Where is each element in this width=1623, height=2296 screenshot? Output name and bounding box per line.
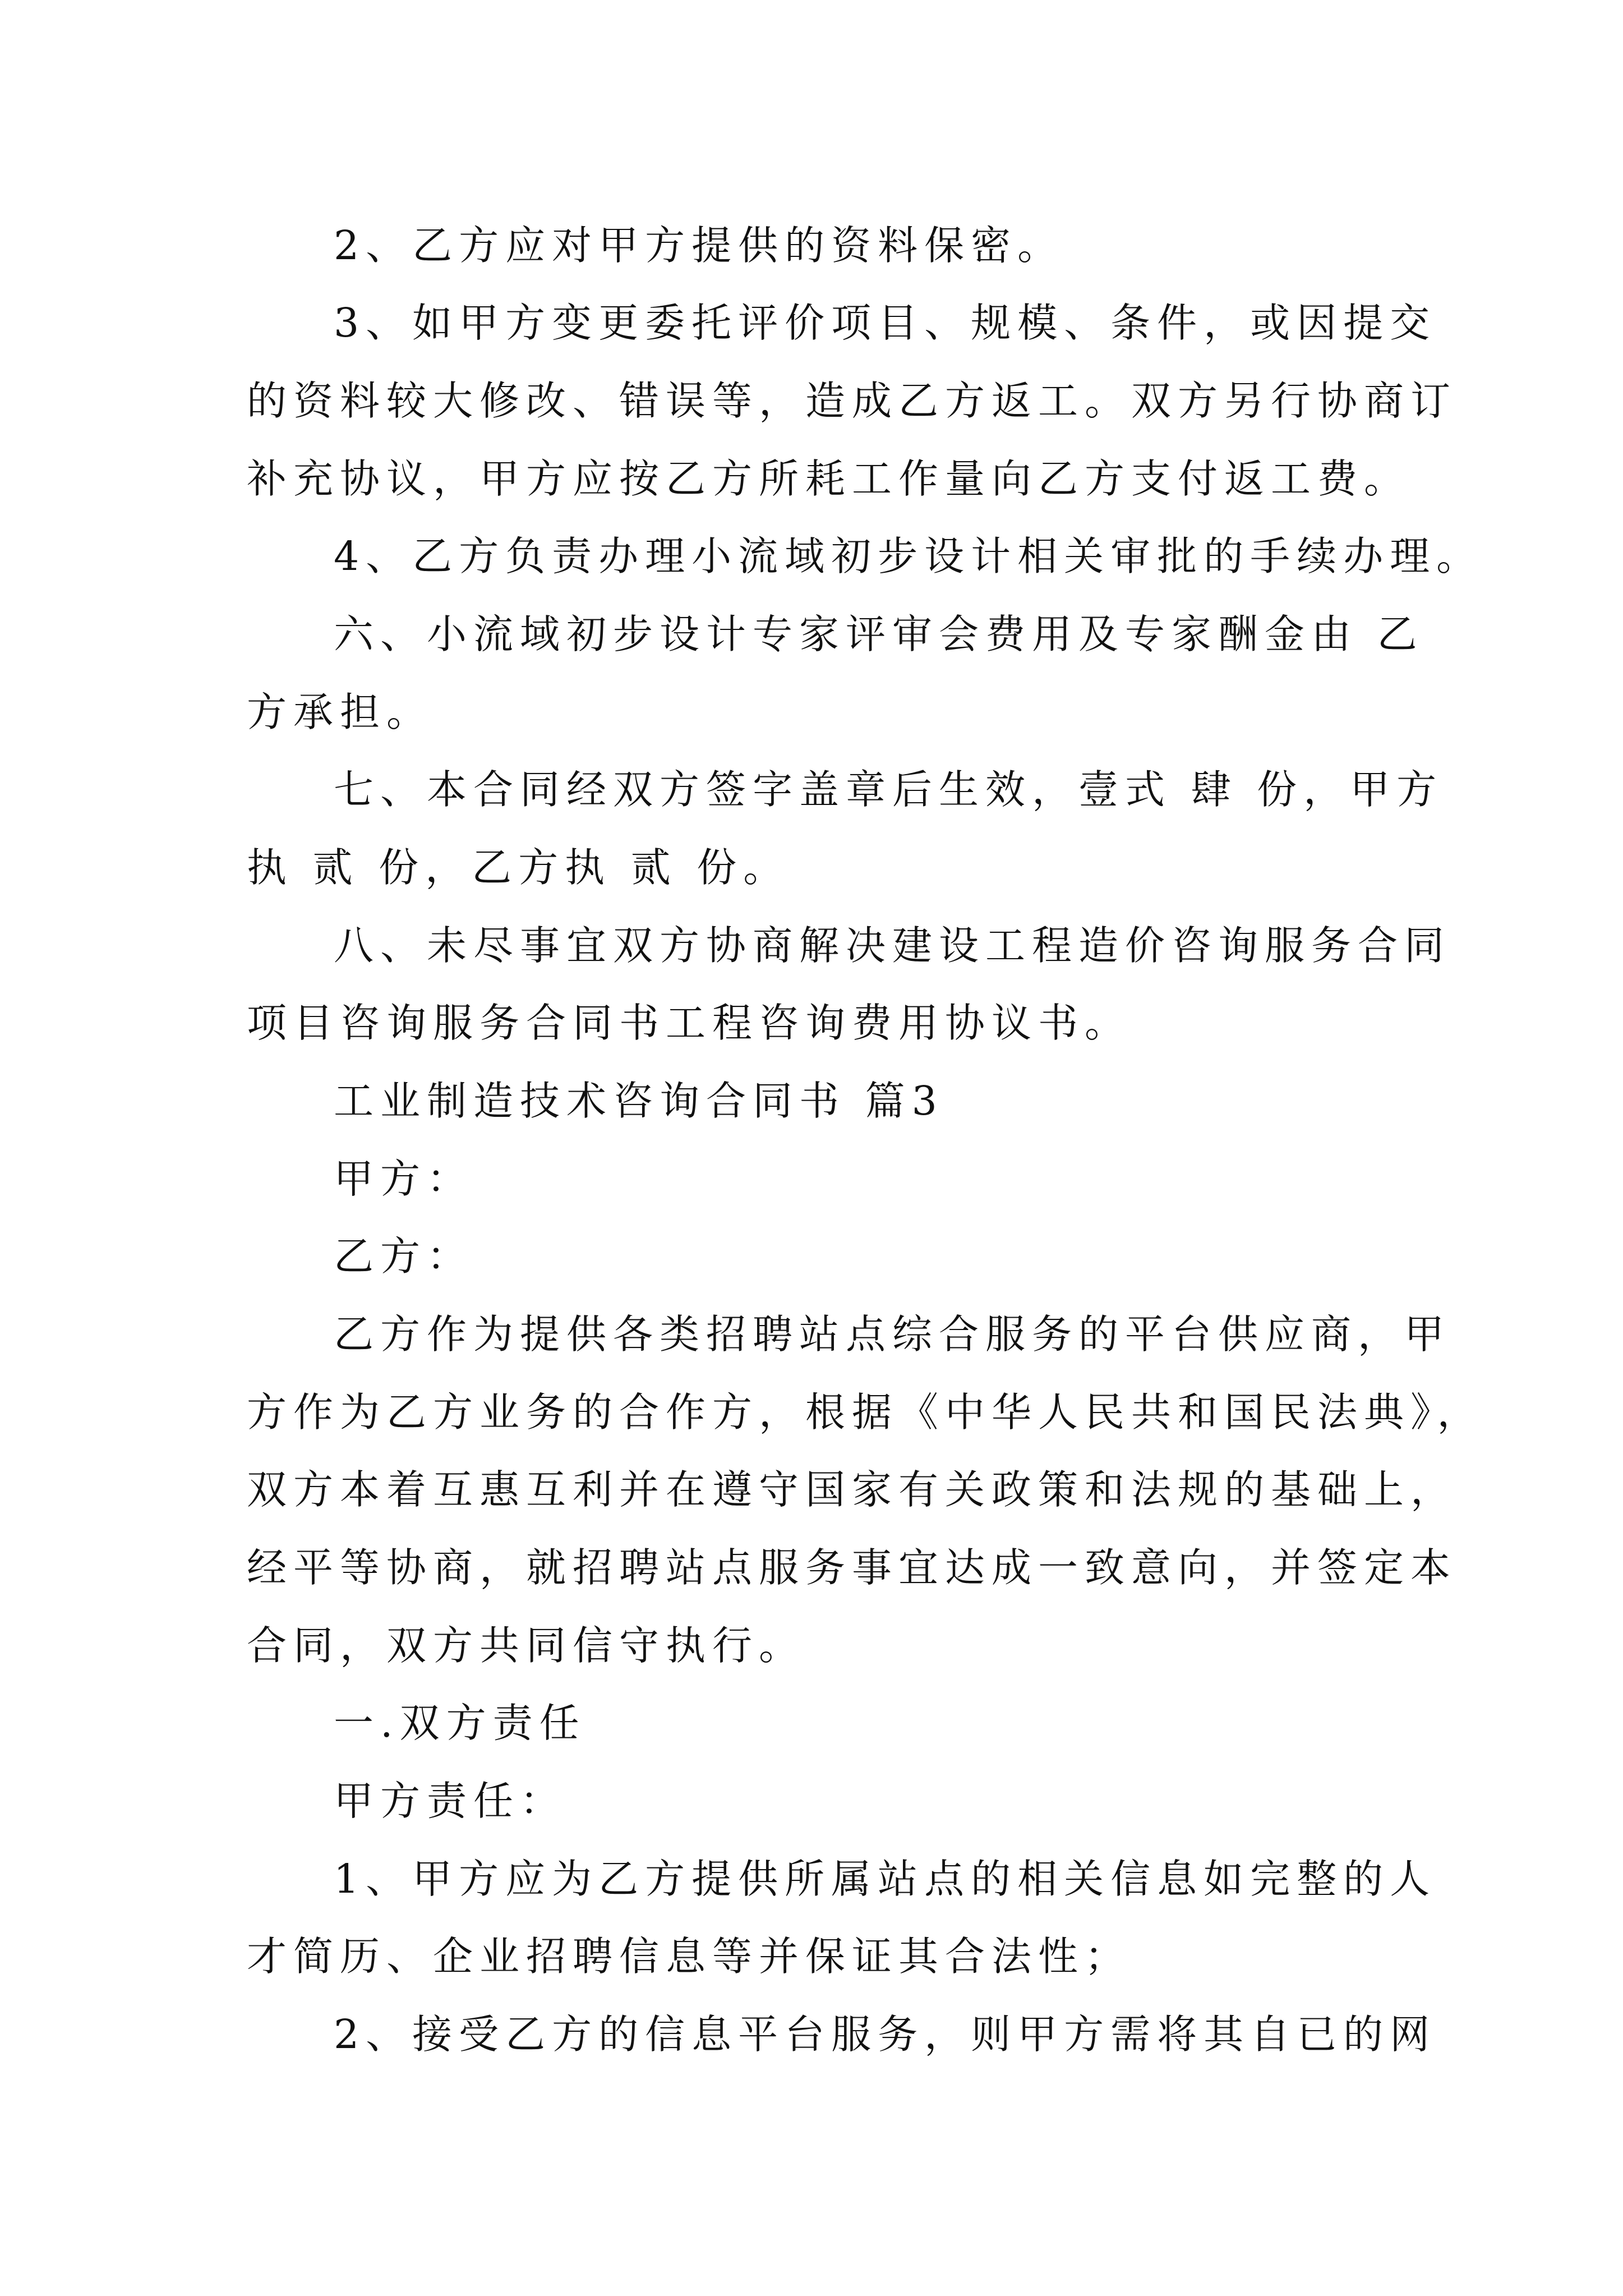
text-line: 八、未尽事宜双方协商解决建设工程造价咨询服务合同: [334, 922, 1451, 969]
text-line: 1、甲方应为乙方提供所属站点的相关信息如完整的人: [334, 1856, 1437, 1902]
party-b-label: 乙方：: [334, 1233, 474, 1280]
text-line: 执 贰 份，乙方执 贰 份。: [247, 844, 790, 891]
text-line: 经平等协商，就招聘站点服务事宜达成一致意向，并签定本: [247, 1544, 1458, 1591]
subsection-heading: 一.双方责任: [334, 1700, 586, 1746]
party-a-label: 甲方：: [334, 1156, 474, 1202]
text-line: 4、乙方负责办理小流域初步设计相关审批的手续办理。: [334, 533, 1483, 579]
text-line: 七、本合同经双方签字盖章后生效，壹式 肆 份，甲方: [334, 766, 1444, 813]
section-heading: 工业制造技术咨询合同书 篇3: [334, 1078, 944, 1124]
text-line: 的资料较大修改、错误等，造成乙方返工。双方另行协商订: [247, 378, 1458, 424]
text-line: 合同，双方共同信守执行。: [247, 1622, 806, 1669]
text-line: 2、接受乙方的信息平台服务，则甲方需将其自已的网: [334, 2011, 1437, 2058]
text-line: 补充协议，甲方应按乙方所耗工作量向乙方支付返工费。: [247, 455, 1411, 502]
text-line: 乙方作为提供各类招聘站点综合服务的平台供应商，甲: [334, 1311, 1451, 1358]
text-line: 才简历、企业招聘信息等并保证其合法性；: [247, 1933, 1132, 1980]
text-line: 六、小流域初步设计专家评审会费用及专家酬金由 乙: [334, 611, 1424, 657]
text-line: 项目咨询服务合同书工程咨询费用协议书。: [247, 1000, 1132, 1046]
text-line: 方作为乙方业务的合作方，根据《中华人民共和国民法典》，: [247, 1389, 1484, 1435]
text-line: 2、乙方应对甲方提供的资料保密。: [334, 222, 1064, 269]
text-line: 双方本着互惠互利并在遵守国家有关政策和法规的基础上，: [247, 1466, 1458, 1513]
text-line: 方承担。: [247, 689, 434, 735]
subsection-heading: 甲方责任：: [334, 1778, 567, 1824]
text-line: 3、如甲方变更委托评价项目、规模、条件，或因提交: [334, 300, 1437, 346]
